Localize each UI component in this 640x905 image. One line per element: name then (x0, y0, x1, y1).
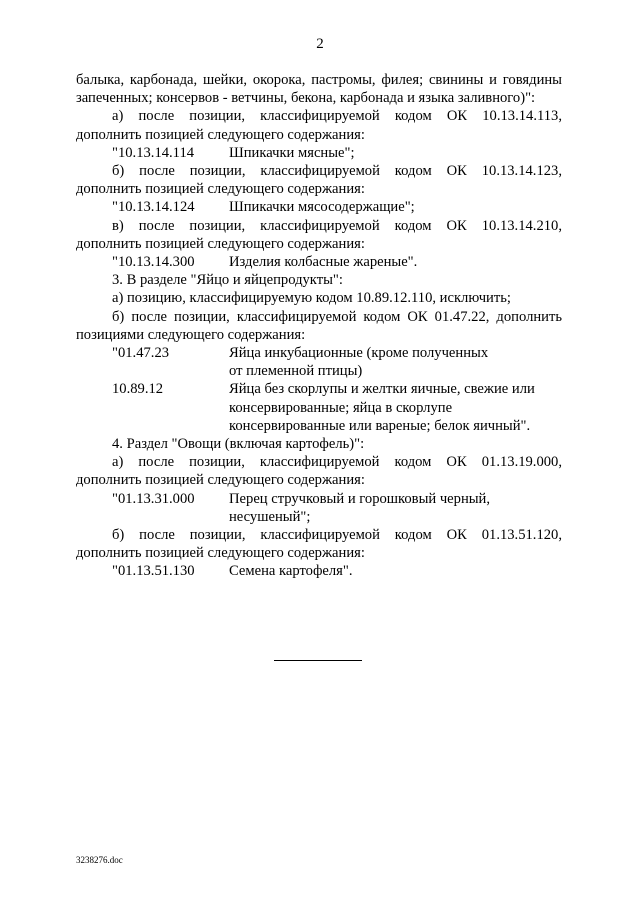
paragraph-line: дополнить позицией следующего содержания: (76, 181, 365, 198)
position-description (229, 490, 562, 526)
position-entry (76, 380, 562, 435)
description-line: несушеный"; (229, 508, 311, 525)
position-description (229, 380, 562, 435)
position-code: "10.13.14.114 (112, 144, 195, 161)
position-description: Семена картофеля". (229, 563, 353, 580)
position-code: "01.47.23 (112, 345, 170, 362)
section-title: 4. Раздел "Овощи (включая картофель)": (112, 436, 365, 453)
position-entry (76, 344, 562, 380)
paragraph-line: дополнить позицией следующего содержания: (76, 235, 365, 252)
paragraph-line: дополнить позицией следующего содержания: (76, 545, 365, 562)
paragraph-line: дополнить позицией следующего содержания: (76, 472, 365, 489)
paragraph-line: дополнить позицией следующего содержания: (76, 126, 365, 143)
paragraph-line: позициями следующего содержания: (76, 326, 306, 343)
description-line: консервированные или вареные; белок яичный". (229, 417, 531, 434)
paragraph-line: запеченных; консервов - ветчины, бекона, карбонада и языка заливного)": (76, 90, 536, 107)
position-entry (76, 490, 562, 526)
position-code: "10.13.14.124 (112, 199, 195, 216)
section-title: 3. В разделе "Яйцо и яйцепродукты": (112, 272, 343, 289)
page-number: 2 (316, 36, 324, 52)
position-description: Изделия колбасные жареные". (229, 254, 418, 271)
description-line: консервированные; яйца в скорлупе (229, 399, 453, 416)
description-line: Яйца инкубационные (кроме полученных (229, 345, 489, 362)
paragraph-line: в) после позиции, классифицируемой кодом ОК 10.13.14.210, (112, 217, 562, 234)
paragraph-line: б) после позиции, классифицируемой кодом ОК 10.13.14.123, (112, 163, 562, 180)
position-code: "10.13.14.300 (112, 254, 195, 271)
position-code: "01.13.51.130 (112, 563, 195, 580)
paragraph-line: балыка, карбонада, шейки, окорока, пастромы, филея; свинины и говядины (76, 72, 562, 88)
position-description: Шпикачки мясные"; (229, 144, 355, 161)
position-entry (76, 144, 562, 162)
paragraph-line: а) после позиции, классифицируемой кодом ОК 10.13.14.113, (112, 108, 562, 125)
position-entry (76, 562, 562, 580)
position-entry (76, 198, 562, 216)
paragraph-line: а) позицию, классифицируемую кодом 10.89.12.110, исключить; (112, 290, 511, 307)
position-description: Шпикачки мясосодержащие"; (229, 199, 415, 216)
position-code: 10.89.12 (112, 381, 164, 398)
file-name-footer: 3238276.doc (76, 855, 123, 865)
paragraph-line: а) после позиции, классифицируемой кодом ОК 01.13.19.000, (112, 454, 562, 471)
description-line: от племенной птицы) (229, 363, 363, 380)
description-line: Яйца без скорлупы и желтки яичные, свежие или (229, 381, 535, 398)
document-body (76, 71, 562, 581)
paragraph-line: б) после позиции, классифицируемой кодом ОК 01.47.22, дополнить (112, 308, 562, 325)
position-description (229, 344, 562, 380)
paragraph-line: б) после позиции, классифицируемой кодом ОК 01.13.51.120, (112, 527, 562, 544)
end-divider (274, 660, 362, 661)
position-entry (76, 253, 562, 271)
position-code: "01.13.31.000 (112, 490, 195, 507)
description-line: Перец стручковый и горошковый черный, (229, 490, 491, 507)
